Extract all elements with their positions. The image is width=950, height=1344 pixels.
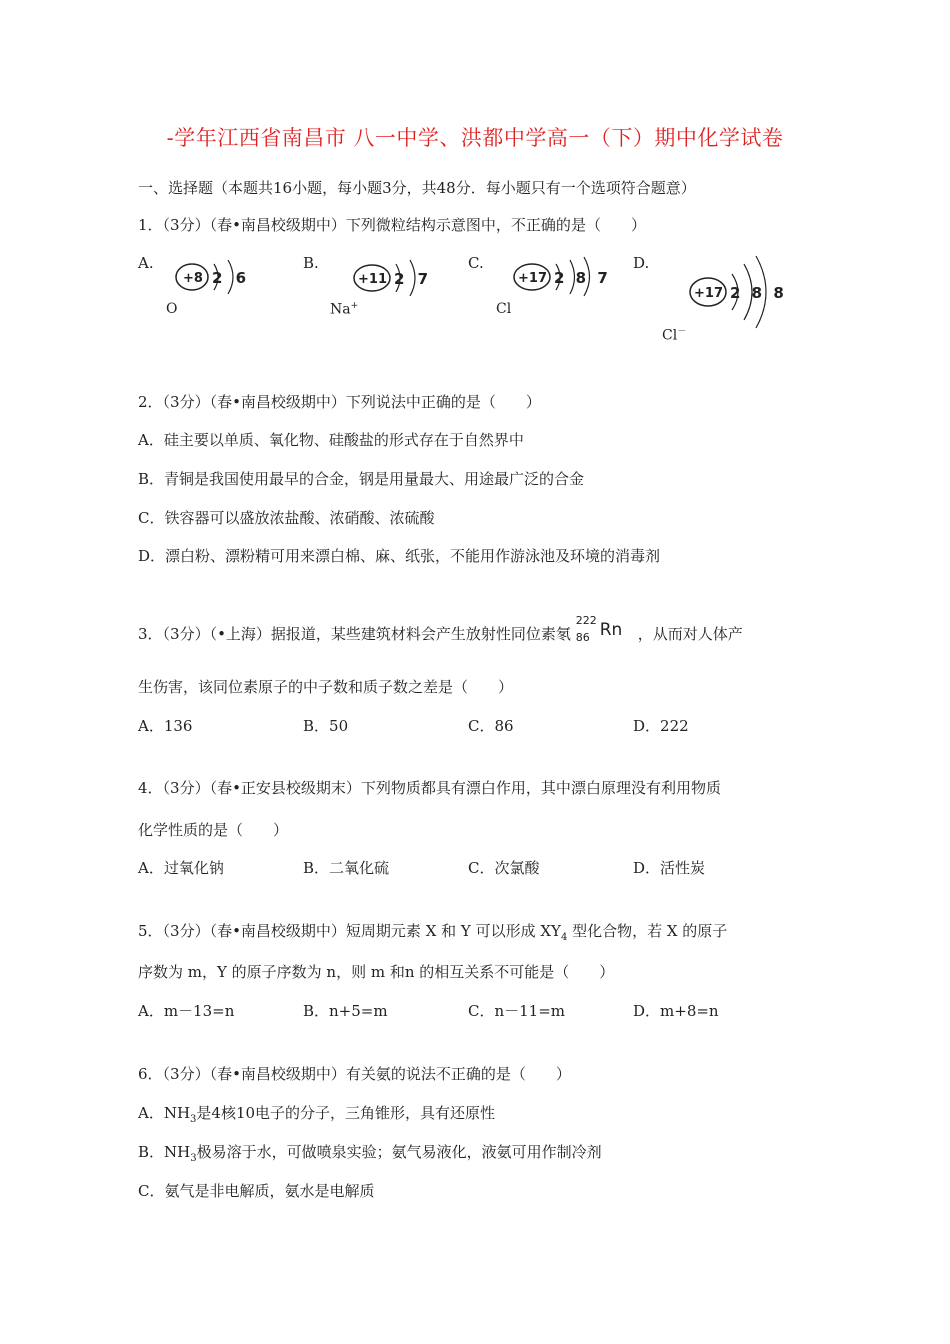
q4-option-a: A．过氧化钠: [138, 859, 224, 877]
q5-option-d: D．m+8=n: [633, 1002, 719, 1020]
a-nucleus-text: +8: [183, 271, 203, 286]
q1-label-a: O: [166, 301, 178, 317]
question-3-stem: [138, 614, 743, 650]
question-6-stem: 6．（3分）（春•南昌校级期中）有关氨的说法不正确的是（ ）: [138, 1065, 571, 1083]
q5-subscript: 4: [560, 932, 568, 943]
q3-stem-post: ，从而对人体产: [637, 625, 743, 643]
q3-option-a: A．136: [138, 717, 193, 735]
atom-diagram-c: [510, 256, 610, 296]
q6-option-c: C．氨气是非电解质，氨水是电解质: [138, 1182, 375, 1200]
q4-option-c: C．次氯酸: [468, 859, 540, 877]
q5-stem-post: 型化合物，若 X 的原子: [567, 922, 728, 940]
q1-label-b: Na+: [330, 301, 359, 318]
q5-option-c: C．n－11=m: [468, 1002, 566, 1020]
q3-option-d: D．222: [633, 717, 689, 735]
c-nucleus-text: +17: [518, 271, 547, 286]
question-2-stem: 2．（3分）（春•南昌校级期中）下列说法中正确的是（ ）: [138, 393, 541, 411]
q2-option-d: D．漂白粉、漂粉精可用来漂白棉、麻、纸张，不能用作游泳池及环境的消毒剂: [138, 547, 661, 565]
q5-option-a: A．m－13=n: [138, 1002, 235, 1020]
question-4-stem-line2: 化学性质的是（ ）: [138, 821, 289, 839]
question-3-stem-line2: 生伤害，该同位素原子的中子数和质子数之差是（ ）: [138, 678, 514, 696]
q2-option-b: B．青铜是我国使用最早的合金，钢是用量最大、用途最广泛的合金: [138, 470, 585, 488]
c-shells-text: 2 8 7: [554, 269, 611, 287]
q5-stem-pre: 5．（3分）（春•南昌校级期中）短周期元素 X 和 Y 可以形成 XY: [138, 922, 561, 940]
q6-option-b: B．$NH_3$极易溶于水，可做喷泉实验；氨气易液化，液氨可用作制冷剂: [138, 1143, 602, 1164]
q1-option-b-letter: B.: [303, 254, 319, 272]
q1-option-d-letter: D.: [633, 254, 650, 272]
d-shells-text: 2 8 8: [730, 284, 787, 302]
question-4-stem: 4．（3分）（春•正安县校级期末）下列物质都具有漂白作用，其中漂白原理没有利用物质: [138, 779, 721, 797]
atom-diagram-b: [350, 258, 433, 298]
isotope-symbol: Rn: [599, 620, 623, 640]
atom-diagram-d: [686, 252, 787, 330]
question-5-stem-line2: 序数为 m，Y 的原子序数为 n，则 m 和n 的相互关系不可能是（ ）: [138, 963, 615, 981]
q1-option-a-letter: A.: [138, 254, 154, 272]
question-1-stem: 1．（3分）（春•南昌校级期中）下列微粒结构示意图中，不正确的是（ ）: [138, 216, 646, 234]
q2-option-c: C．铁容器可以盛放浓盐酸、浓硝酸、浓硫酸: [138, 509, 435, 527]
a-shells-text: 2 6: [212, 269, 251, 287]
q4-option-d: D．活性炭: [633, 859, 706, 877]
q6-option-a: A．$NH_3$是4核10电子的分子，三角锥形，具有还原性: [138, 1104, 496, 1125]
isotope-mass-number: 222: [575, 614, 597, 627]
radon-isotope-notation: [575, 614, 638, 650]
q3-option-c: C．86: [468, 717, 514, 735]
section-heading: 一、选择题（本题共16小题，每小题3分，共48分．每小题只有一个选项符合题意）: [138, 179, 696, 197]
q1-option-c-letter: C.: [468, 254, 484, 272]
q3-option-b: B．50: [303, 717, 349, 735]
b-nucleus-text: +11: [358, 272, 387, 287]
question-5-stem: [138, 920, 727, 943]
q1-label-c: Cl: [496, 301, 512, 317]
q3-stem-pre: 3．（3分）（•上海）据报道，某些建筑材料会产生放射性同位素氡: [138, 625, 571, 643]
b-shells-text: 2 7: [394, 270, 433, 288]
d-nucleus-text: +17: [694, 286, 723, 301]
isotope-atomic-number: 86: [575, 631, 590, 644]
page-title: -学年江西省南昌市 八一中学、洪都中学高一（下）期中化学试卷: [166, 126, 784, 150]
q2-option-a: A．硅主要以单质、氧化物、硅酸盐的形式存在于自然界中: [138, 431, 524, 449]
q4-option-b: B．二氧化硫: [303, 859, 390, 877]
q1-label-d: Cl－: [662, 327, 687, 344]
q5-option-b: B．n+5=m: [303, 1002, 388, 1020]
atom-diagram-a: [170, 258, 250, 298]
